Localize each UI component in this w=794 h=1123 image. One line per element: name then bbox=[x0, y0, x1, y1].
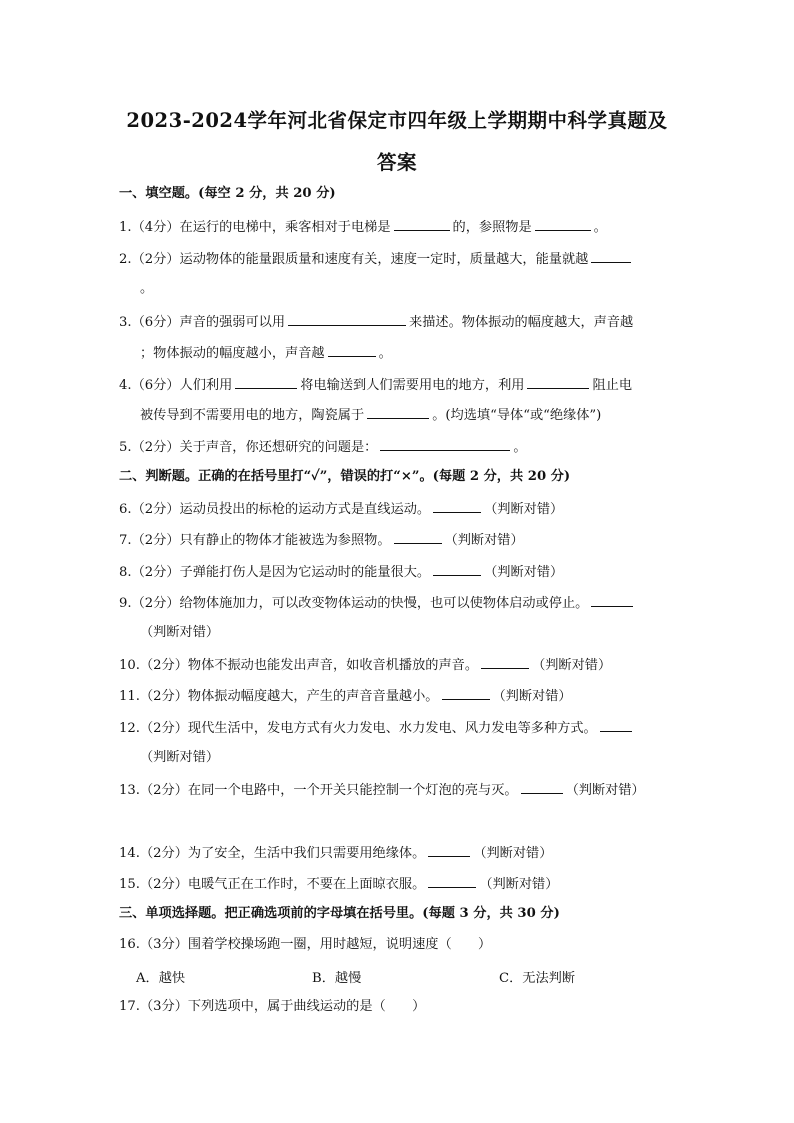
answer-blank[interactable] bbox=[591, 593, 633, 607]
answer-blank[interactable] bbox=[433, 562, 481, 576]
answer-blank[interactable] bbox=[235, 375, 297, 389]
answer-blank[interactable] bbox=[481, 655, 529, 669]
question-1: 1.（4分）在运行的电梯中，乘客相对于电梯是 的，参照物是 。 bbox=[119, 217, 607, 237]
question-2-cont: 。 bbox=[140, 281, 154, 296]
answer-blank[interactable] bbox=[288, 312, 406, 326]
answer-blank[interactable] bbox=[527, 375, 589, 389]
question-13: 13.（2分）在同一个电路中，一个开关只能控制一个灯泡的亮与灭。 （判断对错） bbox=[119, 780, 645, 800]
question-5: 5.（2分）关于声音，你还想研究的问题是： 。 bbox=[119, 437, 527, 457]
question-4: 4.（6分）人们利用 将电输送到人们需要用电的地方，利用 阻止电 bbox=[119, 375, 632, 395]
section1-heading: 一、填空题。(每空 2 分，共 20 分) bbox=[119, 186, 336, 201]
question-17: 17.（3分）下列选项中，属于曲线运动的是（ ） bbox=[119, 999, 426, 1014]
answer-blank[interactable] bbox=[442, 686, 490, 700]
question-3-cont: ；物体振动的幅度越小，声音越 。 bbox=[140, 343, 392, 363]
answer-blank[interactable] bbox=[428, 843, 470, 857]
question-14: 14.（2分）为了安全，生活中我们只需要用绝缘体。 （判断对错） bbox=[119, 843, 552, 863]
answer-blank[interactable] bbox=[428, 874, 476, 888]
answer-blank[interactable] bbox=[367, 405, 429, 419]
question-11: 11.（2分）物体振动幅度越大，产生的声音音量越小。 （判断对错） bbox=[119, 686, 572, 706]
answer-blank[interactable] bbox=[521, 780, 563, 794]
answer-blank[interactable] bbox=[591, 249, 631, 263]
question-15: 15.（2分）电暖气正在工作时，不要在上面晾衣服。 （判断对错） bbox=[119, 874, 558, 894]
answer-blank[interactable] bbox=[600, 718, 632, 732]
question-3: 3.（6分）声音的强弱可以用 来描述。物体振动的幅度越大，声音越 bbox=[119, 312, 633, 332]
question-7: 7.（2分）只有静止的物体才能被选为参照物。 （判断对错） bbox=[119, 530, 524, 550]
question-12-cont: （判断对错） bbox=[140, 750, 220, 765]
question-16: 16.（3分）围着学校操场跑一圈，用时越短，说明速度（ ） bbox=[119, 937, 492, 952]
question-10: 10.（2分）物体不振动也能发出声音，如收音机播放的声音。 （判断对错） bbox=[119, 655, 611, 675]
section2-heading: 二、判断题。正确的在括号里打“✓”，错误的打“×”。(每题 2 分，共 20 分) bbox=[119, 469, 571, 484]
question-2: 2.（2分）运动物体的能量跟质量和速度有关，速度一定时，质量越大，能量就越 bbox=[119, 249, 634, 269]
option-a[interactable]: A．越快 bbox=[136, 971, 186, 986]
page-title-continued: 答案 bbox=[376, 151, 417, 174]
answer-blank[interactable] bbox=[535, 217, 591, 231]
page-title: 2023-2024学年河北省保定市四年级上学期期中科学真题及 bbox=[126, 109, 668, 132]
question-4-cont: 被传导到不需要用电的地方，陶瓷属于 。(均选填“导体“或“绝缘体”) bbox=[140, 405, 601, 425]
option-c[interactable]: C．无法判断 bbox=[499, 971, 576, 986]
question-9: 9.（2分）给物体施加力，可以改变物体运动的快慢，也可以使物体启动或停止。 bbox=[119, 593, 636, 613]
question-6: 6.（2分）运动员投出的标枪的运动方式是直线运动。 （判断对错） bbox=[119, 499, 563, 519]
answer-blank[interactable] bbox=[394, 530, 442, 544]
answer-blank[interactable] bbox=[394, 217, 450, 231]
question-9-cont: （判断对错） bbox=[140, 625, 220, 640]
question-12: 12.（2分）现代生活中，发电方式有火力发电、水力发电、风力发电等多种方式。 bbox=[119, 718, 635, 738]
section3-heading: 三、单项选择题。把正确选项前的字母填在括号里。(每题 3 分，共 30 分) bbox=[119, 906, 560, 921]
answer-blank[interactable] bbox=[328, 343, 376, 357]
option-b[interactable]: B．越慢 bbox=[312, 971, 362, 986]
answer-blank[interactable] bbox=[380, 437, 510, 451]
question-8: 8.（2分）子弹能打伤人是因为它运动时的能量很大。 （判断对错） bbox=[119, 562, 563, 582]
answer-blank[interactable] bbox=[433, 499, 481, 513]
